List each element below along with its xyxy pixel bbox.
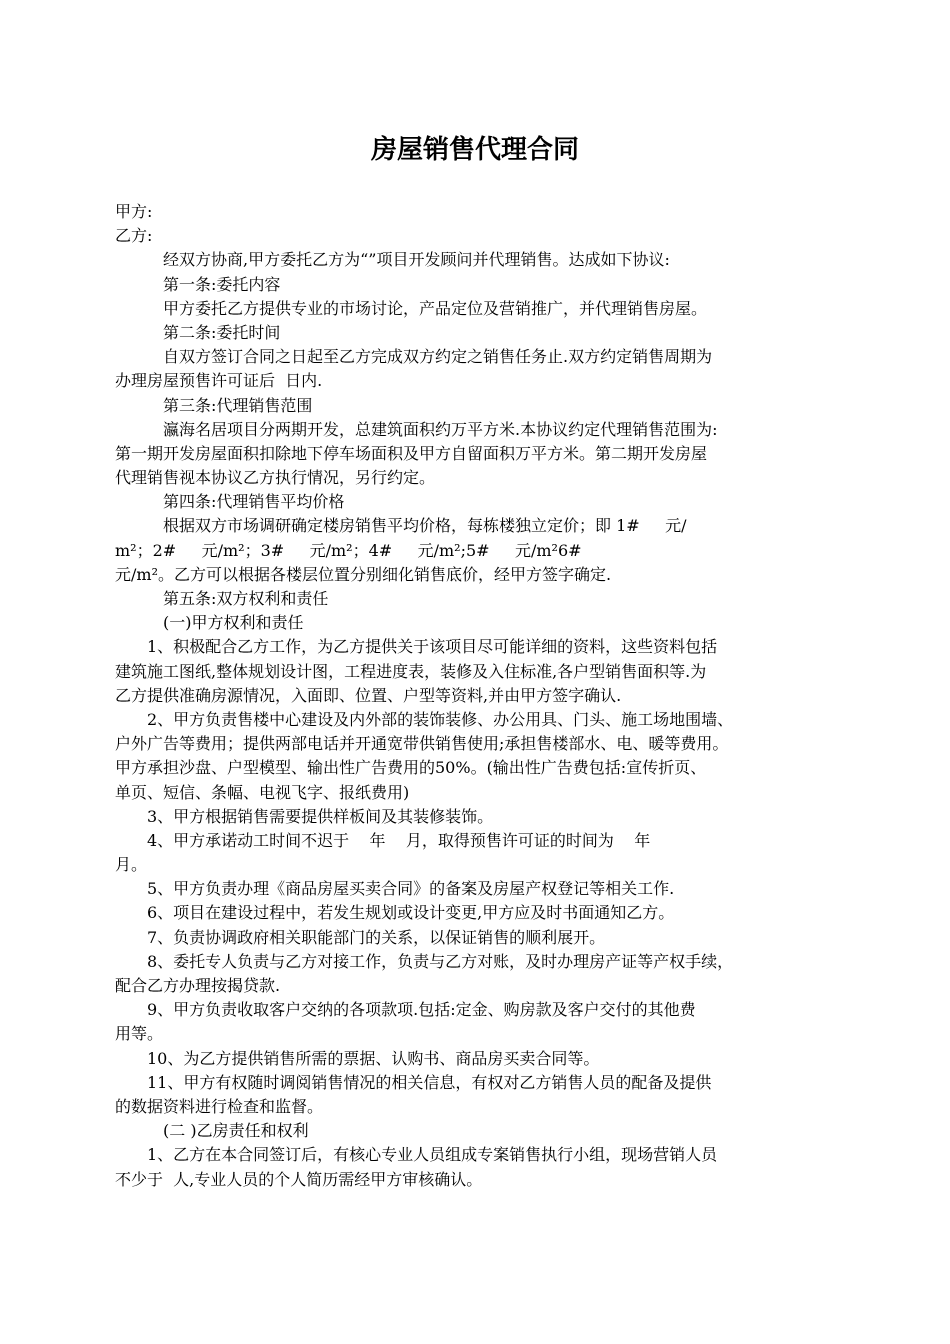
clause-a3: 3、甲方根据销售需要提供样板间及其装修装饰。 — [147, 806, 494, 826]
clause-a1: 1、积极配合乙方工作，为乙方提供关于该项目尽可能详细的资料，这些资料包括 — [147, 637, 718, 657]
clause-a9: 用等。 — [115, 1024, 164, 1044]
article-4-text: 元/m²。乙方可以根据各楼层位置分别细化销售底价，经甲方签字确定. — [115, 564, 612, 584]
article-5-heading: 第五条:双方权利和责任 — [163, 589, 329, 608]
party-a-line: 甲方: — [115, 202, 153, 221]
article-3-heading: 第三条:代理销售范围 — [163, 395, 313, 415]
article-1-text: 甲方委托乙方提供专业的市场讨论，产品定位及营销推广，并代理销售房屋。 — [163, 298, 708, 318]
document-title: 房屋销售代理合同 — [370, 135, 579, 165]
clause-a6: 6、项目在建设过程中，若发生规划或设计变更,甲方应及时书面通知乙方。 — [147, 903, 675, 923]
clause-a1: 乙方提供准确房源情况，入面即、位置、户型等资料,并由甲方签字确认. — [115, 685, 622, 705]
article-3-text: 瀛海名居项目分两期开发，总建筑面积约万平方米.本协议约定代理销售范围为: — [163, 419, 718, 439]
article-4-text: 根据双方市场调研确定楼房销售平均价格，每栋楼独立定价；即 1# 元/ — [163, 516, 687, 536]
preamble: 经双方协商,甲方委托乙方为“”项目开发顾问并代理销售。达成如下协议: — [163, 250, 670, 270]
section-party-a-heading: (一)甲方权利和责任 — [163, 613, 304, 633]
clause-a2: 甲方承担沙盘、户型模型、输出性广告费用的50%。(输出性广告费包括:宣传折页、 — [115, 758, 707, 778]
clause-a11: 的数据资料进行检查和监督。 — [115, 1096, 324, 1116]
clause-a2: 单页、短信、条幅、电视飞字、报纸费用) — [115, 782, 410, 802]
clause-a2: 2、甲方负责售楼中心建设及内外部的装饰装修、办公用具、门头、施工场地围墙、 — [147, 709, 734, 729]
party-b-line: 乙方: — [115, 226, 153, 246]
clause-a10: 10、为乙方提供销售所需的票据、认购书、商品房买卖合同等。 — [147, 1048, 600, 1068]
clause-a9: 9、甲方负责收取客户交纳的各项款项.包括:定金、购房款及客户交付的其他费 — [147, 1000, 696, 1020]
clause-a8: 配合乙方办理按揭贷款. — [115, 976, 281, 995]
contract-body — [115, 200, 837, 1192]
article-4-text: m²；2# 元/m²；3# 元/m²；4# 元/m²;5# 元/m²6# — [115, 540, 582, 560]
article-2-text: 自双方签订合同之日起至乙方完成双方约定之销售任务止.双方约定销售周期为 — [163, 347, 713, 367]
clause-a5: 5、甲方负责办理《商品房屋买卖合同》的备案及房屋产权登记等相关工作. — [147, 879, 675, 899]
article-3-text: 第一期开发房屋面积扣除地下停车场面积及甲方自留面积万平方米。第二期开发房屋 — [115, 443, 708, 463]
clause-a4: 月。 — [115, 855, 148, 875]
section-party-b-heading: (二 )乙房责任和权利 — [163, 1121, 309, 1141]
clause-a8: 8、委托专人负责与乙方对接工作，负责与乙方对账，及时办理房产证等产权手续， — [147, 951, 734, 971]
clause-b1: 不少于 人,专业人员的个人简历需经甲方审核确认。 — [115, 1169, 483, 1189]
clause-a7: 7、负责协调政府相关职能部门的关系，以保证销售的顺利展开。 — [147, 927, 606, 947]
article-1-heading: 第一条:委托内容 — [163, 274, 281, 294]
clause-a1: 建筑施工图纸,整体规划设计图，工程进度表，装修及入住标准,各户型销售面积等.为 — [115, 661, 707, 681]
clause-b1: 1、乙方在本合同签订后，有核心专业人员组成专案销售执行小组，现场营销人员 — [147, 1145, 718, 1165]
article-2-heading: 第二条:委托时间 — [163, 322, 281, 342]
article-3-text: 代理销售视本协议乙方执行情况，另行约定。 — [115, 468, 436, 488]
article-4-heading: 第四条:代理销售平均价格 — [163, 492, 345, 512]
clause-a2: 户外广告等费用；提供两部电话并开通宽带供销售使用;承担售楼部水、电、暖等费用。 — [115, 734, 729, 754]
clause-a4: 4、甲方承诺动工时间不迟于 年 月，取得预售许可证的时间为 年 — [147, 830, 651, 850]
article-2-text: 办理房屋预售许可证后 日内. — [115, 371, 323, 391]
clause-a11: 11、甲方有权随时调阅销售情况的相关信息，有权对乙方销售人员的配备及提供 — [147, 1072, 712, 1092]
